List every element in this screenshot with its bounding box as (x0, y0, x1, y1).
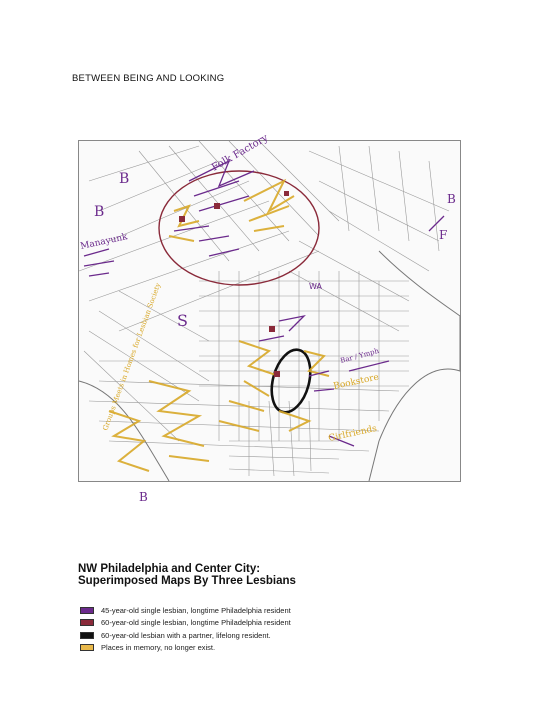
legend-item (80, 629, 291, 642)
legend-label: 60-year-old lesbian with a partner, lifelong resident. (101, 630, 271, 640)
label-bookstore: Bookstore (332, 372, 380, 392)
label-b-right: B (447, 192, 456, 206)
label-b-left: B (94, 204, 105, 220)
place-markers (179, 191, 289, 377)
legend-label: Places in memory, no longer exist. (101, 643, 216, 653)
map-caption (78, 563, 296, 587)
legend-item (80, 642, 291, 655)
label-s: S (177, 311, 188, 330)
philadelphia-street-map (79, 132, 460, 504)
label-bar-of-ymph: Bar / Ymph (339, 346, 380, 365)
caption-line-2: Superimposed Maps By Three Lesbians (78, 575, 296, 587)
page-header: BETWEEN BEING AND LOOKING (72, 73, 225, 84)
legend-swatch-maroon (80, 619, 94, 626)
caption-line-1: NW Philadelphia and Center City: (78, 563, 261, 575)
label-manayunk: Manayunk (79, 232, 129, 252)
label-f: F (439, 228, 448, 242)
map-legend (80, 604, 291, 654)
legend-item (80, 604, 291, 617)
label-b-bottom: B (139, 490, 148, 504)
label-folk-factory: Folk Factory (210, 132, 271, 174)
label-groups: Groups Meets in Homes for Lesbian Society (101, 281, 163, 432)
label-wa: WA (309, 282, 322, 291)
label-girlfriends: Girlfriends (327, 423, 378, 444)
legend-swatch-purple (80, 607, 94, 614)
legend-label: 45-year-old single lesbian, longtime Philadelphia resident (101, 605, 291, 615)
label-b-top-left: B (119, 171, 130, 187)
legend-label: 60-year-old single lesbian, longtime Philadelphia resident (101, 618, 291, 628)
map-image (78, 132, 461, 504)
river (369, 251, 460, 481)
purple-annotations (84, 161, 444, 446)
legend-swatch-black (80, 632, 94, 639)
legend-item (80, 617, 291, 630)
legend-swatch-yellow (80, 644, 94, 651)
